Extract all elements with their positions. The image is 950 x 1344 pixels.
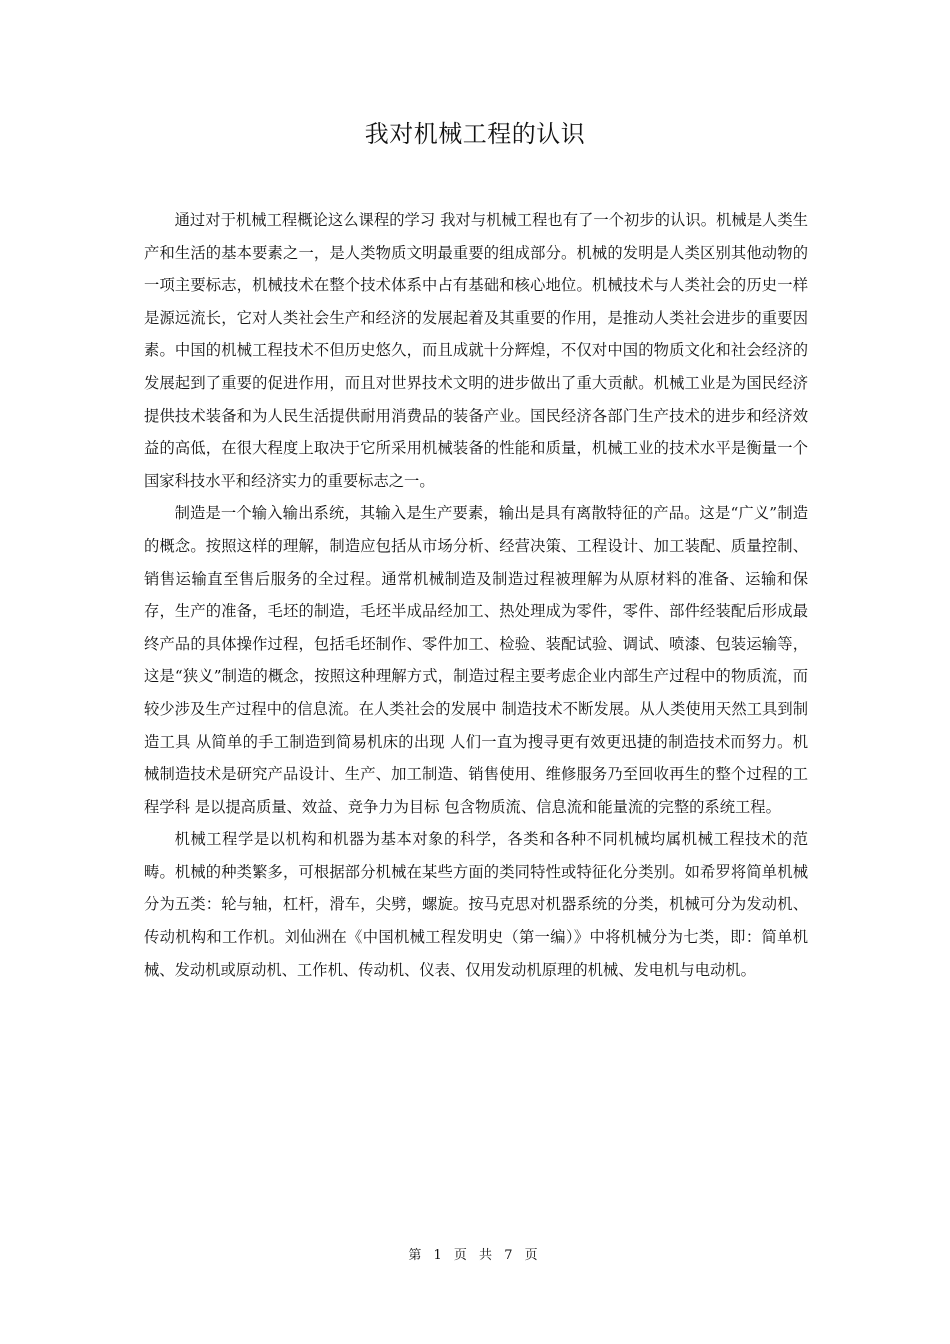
document-body [144,204,808,986]
document-title: 我对机械工程的认识 [364,120,586,148]
paragraph-1: 通过对于机械工程概论这么课程的学习 我对与机械工程也有了一个初步的认识。机械是人类生产和生活的基本要素之一，是人类物质文明最重要的组成部分。机械的发明是人类区别其他动物的一项主要标志，机械技术在整个技术体系中占有基础和核心地位。机械技术与人类社会的历史一样是源远流长，它对人类社会生产和经济的发展起着及其重要的作用，是推动人类社会进步的重要因素。中国的机械工程技术不但历史悠久，而且成就十分辉煌，不仅对中国的物质文化和社会经济的发展起到了重要的促进作用，而且对世界技术文明的进步做出了重大贡献。机械工业是为国民经济提供技术装备和为人民生活提供耐用消费品的装备产业。国民经济各部门生产技术的进步和经济效益的高低，在很大程度上取决于它所采用机械装备的性能和质量，机械工业的技术水平是衡量一个国家科技水平和经济实力的重要标志之一。 [144,211,808,490]
paragraph-3: 机械工程学是以机构和机器为基本对象的科学，各类和各种不同机械均属机械工程技术的范畴。机械的种类繁多，可根据部分机械在某些方面的类同特性或特征化分类别。如希罗将简单机械分为五类：轮与轴，杠杆，滑车，尖劈，螺旋。按马克思对机器系统的分类，机械可分为发动机、传动机构和工作机。刘仙洲在《中国机械工程发明史（第一编）》中将机械分为七类，即：简单机械、发动机或原动机、工作机、传动机、仪表、仅用发动机原理的机械、发电机与电动机。 [144,830,808,979]
page-footer: 第 1 页 共 7 页 [408,1248,542,1263]
paragraph-2: 制造是一个输入输出系统，其输入是生产要素，输出是具有离散特征的产品。这是“广义”制造的概念。按照这样的理解，制造应包括从市场分析、经营决策、工程设计、加工装配、质量控制、销售运输直至售后服务的全过程。通常机械制造及制造过程被理解为从原材料的准备、运输和保存，生产的准备，毛坯的制造，毛坯半成品经加工、热处理成为零件，零件、部件经装配后形成最终产品的具体操作过程，包括毛坯制作、零件加工、检验、装配试验、调试、喷漆、包装运输等，这是“狭义”制造的概念，按照这种理解方式，制造过程主要考虑企业内部生产过程中的物质流，而较少涉及生产过程中的信息流。在人类社会的发展中 制造技术不断发展。从人类使用天然工具到制造工具 从简单的手工制造到简易机床的出现 人们一直为搜寻更有效更迅捷的制造技术而努力。机械制造技术是研究产品设计、生产、加工制造、销售使用、维修服务乃至回收再生的整个过程的工程学科 是以提高质量、效益、竞争力为目标 包含物质流、信息流和能量流的完整的系统工程。 [144,504,808,816]
